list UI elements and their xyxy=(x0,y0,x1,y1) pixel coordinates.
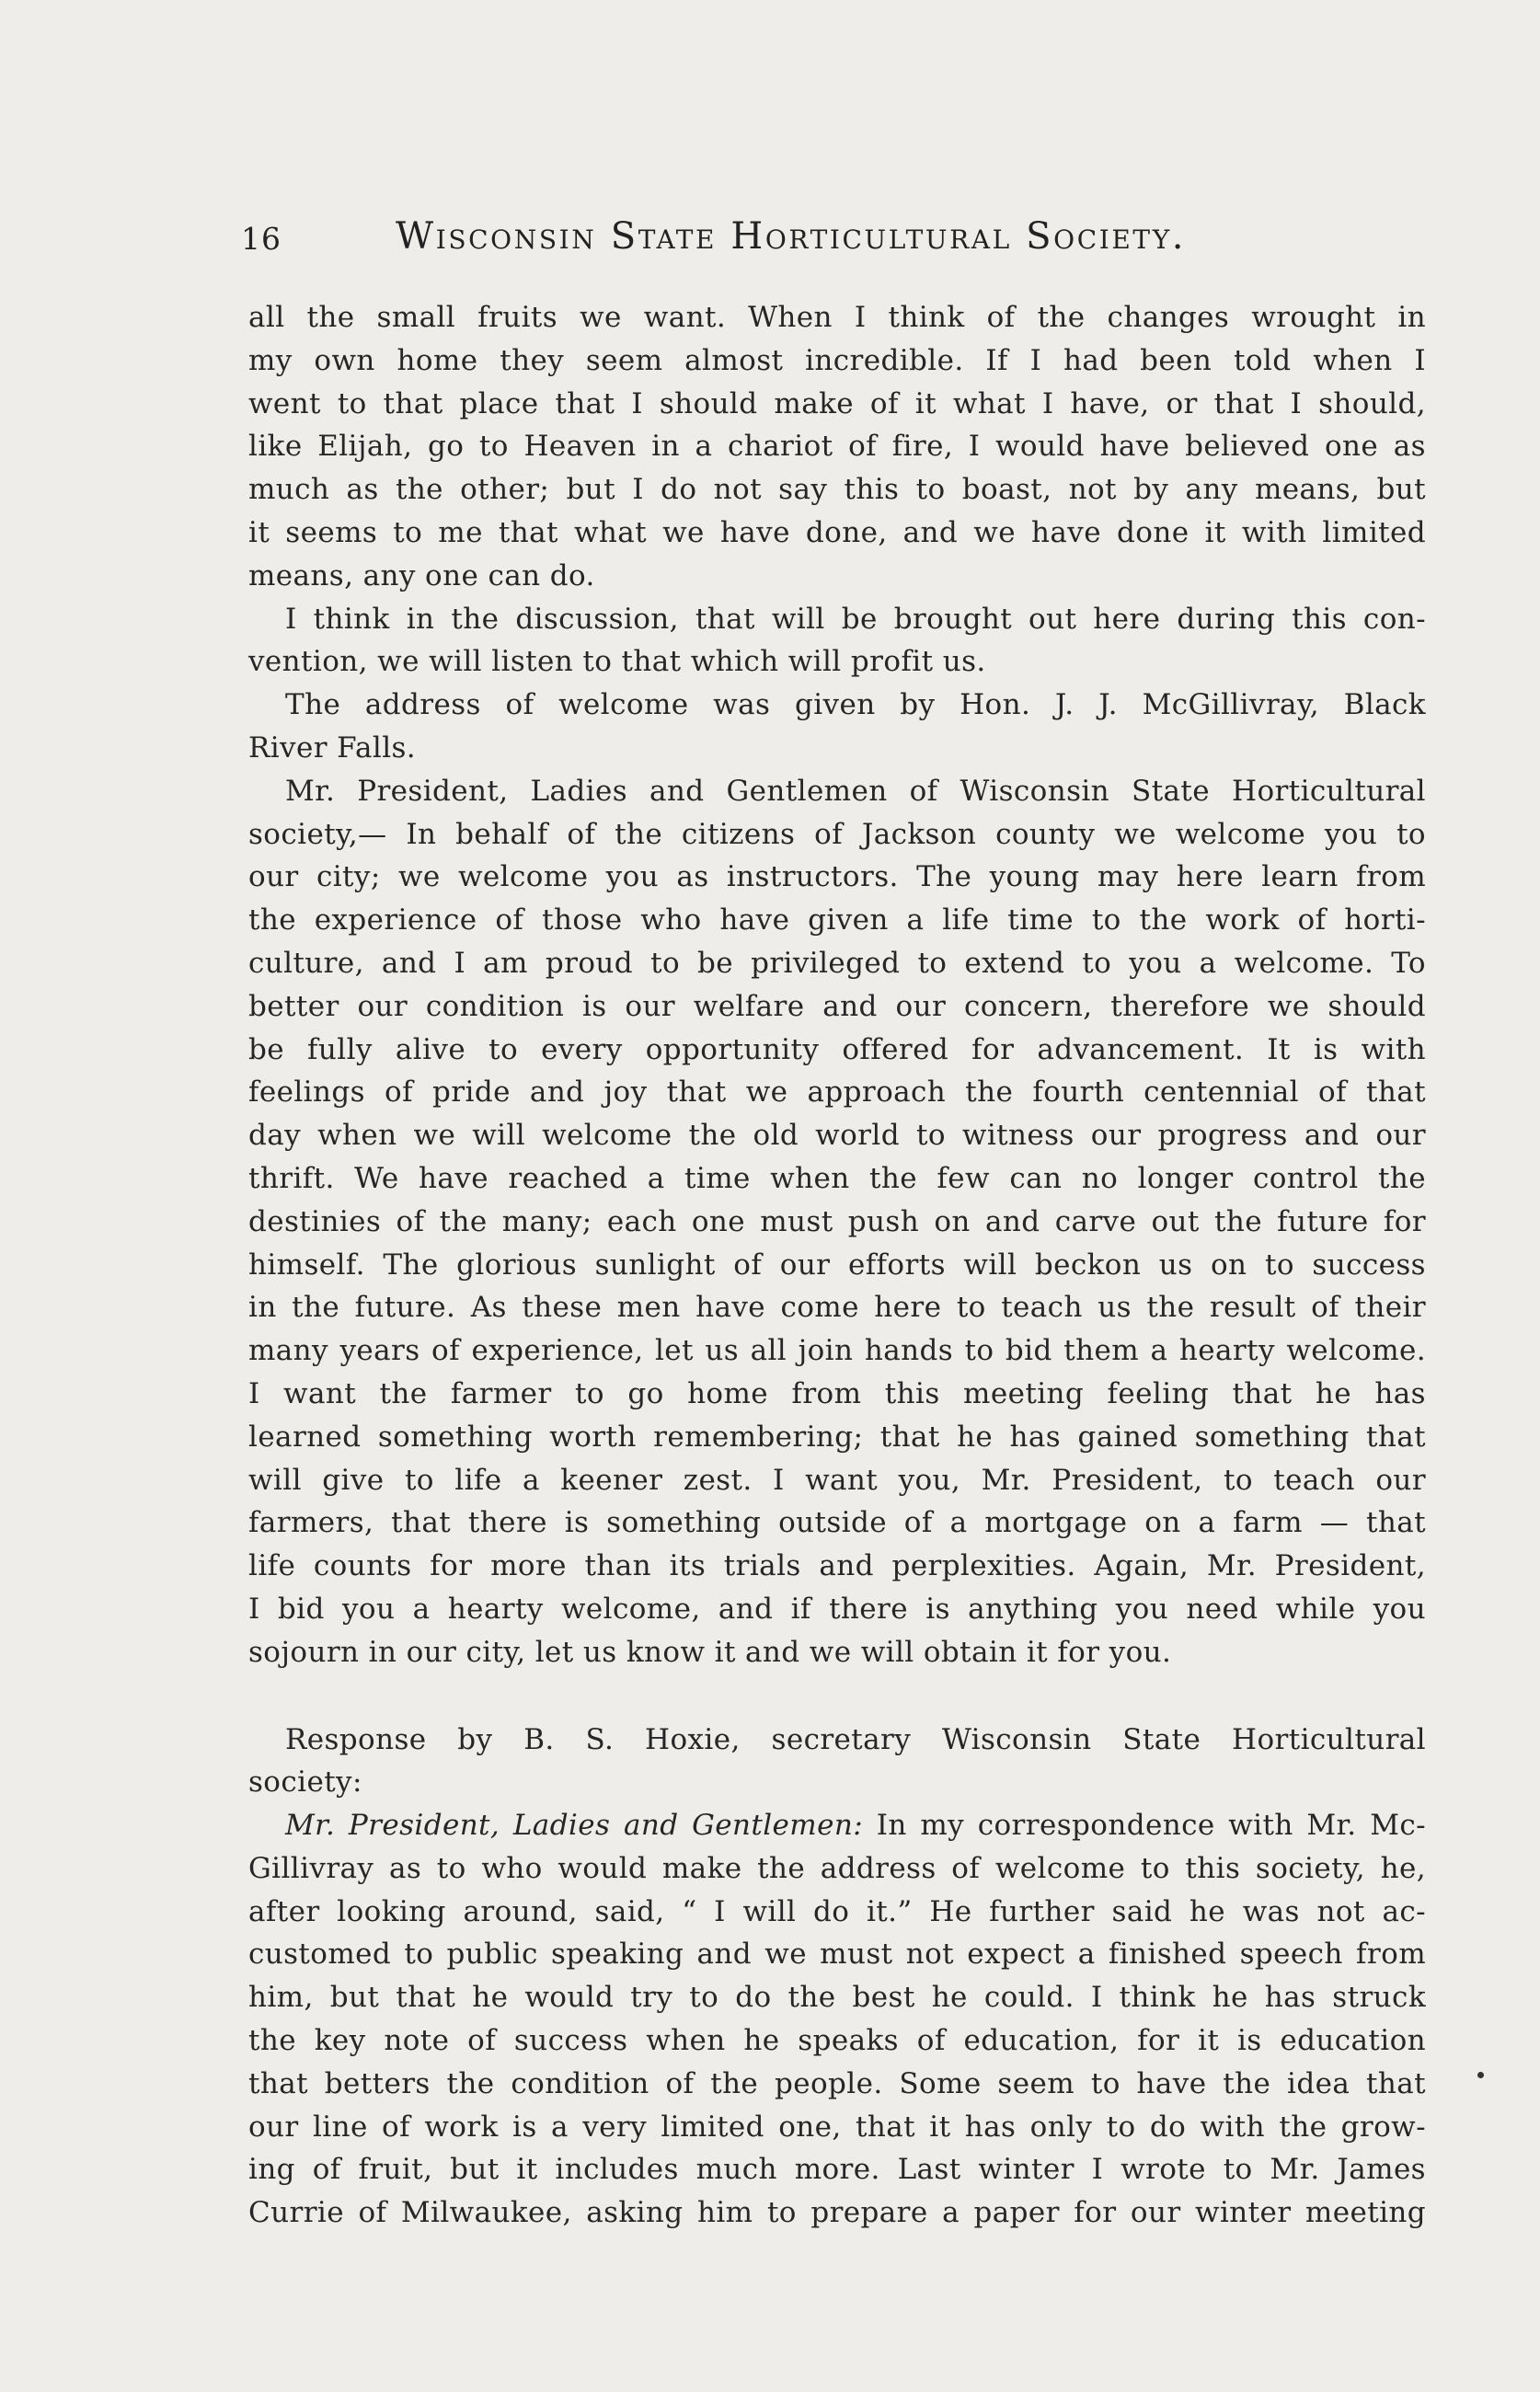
text-line: Currie of Milwaukee, asking him to prepare a paper for our winter meeting xyxy=(248,2196,1426,2230)
salutation: Mr. President, Ladies and Gentlemen: xyxy=(285,1809,864,1843)
text-line: day when we will welcome the old world to witness our progress and our xyxy=(248,1119,1426,1153)
text-line: many years of experience, let us all join hands to bid them a hearty welcome. xyxy=(248,1334,1426,1368)
text-line: my own home they seem almost incredible. If I had been told when I xyxy=(248,343,1426,377)
text-line: Gillivray as to who would make the address of welcome to this society, he, xyxy=(248,1851,1426,1885)
text-line: be fully alive to every opportunity offered for advancement. It is with xyxy=(248,1032,1426,1066)
text-line: after looking around, said, “ I will do it.” He further said he was not ac- xyxy=(248,1894,1426,1928)
text-line: life counts for more than its trials and perplexities. Again, Mr. President, xyxy=(248,1549,1426,1583)
paragraph-lines xyxy=(248,296,1426,1804)
text-line: learned something worth remembering; that he has gained something that xyxy=(248,1420,1426,1454)
text-line: culture, and I am proud to be privileged to extend to you a welcome. To xyxy=(248,946,1426,980)
text-line: Mr. President, Ladies and Gentlemen of Wisconsin State Horticultural xyxy=(285,774,1426,808)
text-line: I think in the discussion, that will be brought out here during this con- xyxy=(285,602,1426,636)
text-line: the experience of those who have given a life time to the work of horti- xyxy=(248,903,1426,937)
text-line: went to that place that I should make of it what I have, or that I should, xyxy=(248,386,1426,420)
salutation-continuation: In my correspondence with Mr. Mc- xyxy=(863,1809,1426,1843)
response-lines xyxy=(248,1847,1426,2235)
text-line: much as the other; but I do not say this to boast, not by any means, but xyxy=(248,473,1426,507)
text-line: ing of fruit, but it includes much more. Last winter I wrote to Mr. James xyxy=(248,2153,1426,2187)
text-line: will give to life a keener zest. I want you, Mr. President, to teach our xyxy=(248,1463,1426,1497)
text-line: it seems to me that what we have done, and we have done it with limited xyxy=(248,515,1426,549)
text-line: that betters the condition of the people. Some seem to have the idea that xyxy=(248,2066,1426,2100)
text-line: River Falls. xyxy=(248,730,417,765)
text-line: himself. The glorious sunlight of our efforts will beckon us on to success xyxy=(248,1248,1426,1282)
text-line: I bid you a hearty welcome, and if there is anything you need while you xyxy=(248,1592,1426,1626)
text-line: thrift. We have reached a time when the few can no longer control the xyxy=(248,1161,1426,1195)
text-line: customed to public speaking and we must not expect a finished speech from xyxy=(248,1938,1426,1972)
text-line: him, but that he would try to do the best he could. I think he has struck xyxy=(248,1981,1426,2015)
text-line: our line of work is a very limited one, that it has only to do with the grow- xyxy=(248,2110,1426,2144)
text-line: vention, we will listen to that which will profit us. xyxy=(248,645,986,679)
text-line: society,— In behalf of the citizens of Jackson county we welcome you to xyxy=(248,817,1426,851)
text-line: in the future. As these men have come here to teach us the result of their xyxy=(248,1291,1426,1325)
text-line: farmers, that there is something outside of a mortgage on a farm — that xyxy=(248,1506,1426,1540)
text-line: our city; we welcome you as instructors. The young may here learn from xyxy=(248,860,1426,894)
page-header xyxy=(241,204,1271,259)
text-line: society: xyxy=(248,1765,362,1800)
paragraph-gap xyxy=(248,1674,1426,1719)
text-line: Response by B. S. Hoxie, secretary Wisconsin State Horticultural xyxy=(285,1722,1426,1756)
page-number: 16 xyxy=(241,221,282,257)
text-line: feelings of pride and joy that we approach the fourth centennial of that xyxy=(248,1075,1426,1110)
text-line: means, any one can do. xyxy=(248,558,595,592)
text-line: sojourn in our city, let us know it and we will obtain it for you. xyxy=(248,1635,1172,1669)
margin-mark xyxy=(1477,2072,1484,2078)
text-line: The address of welcome was given by Hon. J. J. McGillivray, Black xyxy=(285,688,1426,722)
text-line: destinies of the many; each one must push on and carve out the future for xyxy=(248,1204,1426,1238)
running-head: Wisconsin State Horticultural Society. xyxy=(396,215,1187,258)
text-line: I want the farmer to go home from this meeting feeling that he has xyxy=(248,1376,1426,1410)
text-line: like Elijah, go to Heaven in a chariot of fire, I would have believed one as xyxy=(248,430,1426,464)
body-text xyxy=(248,296,1426,2235)
text-line: better our condition is our welfare and our concern, therefore we should xyxy=(248,989,1426,1023)
text-line: the key note of success when he speaks of education, for it is education xyxy=(248,2024,1426,2058)
response-intro-line xyxy=(248,1804,1426,1847)
text-line: all the small fruits we want. When I think of the changes wrought in xyxy=(248,301,1426,334)
